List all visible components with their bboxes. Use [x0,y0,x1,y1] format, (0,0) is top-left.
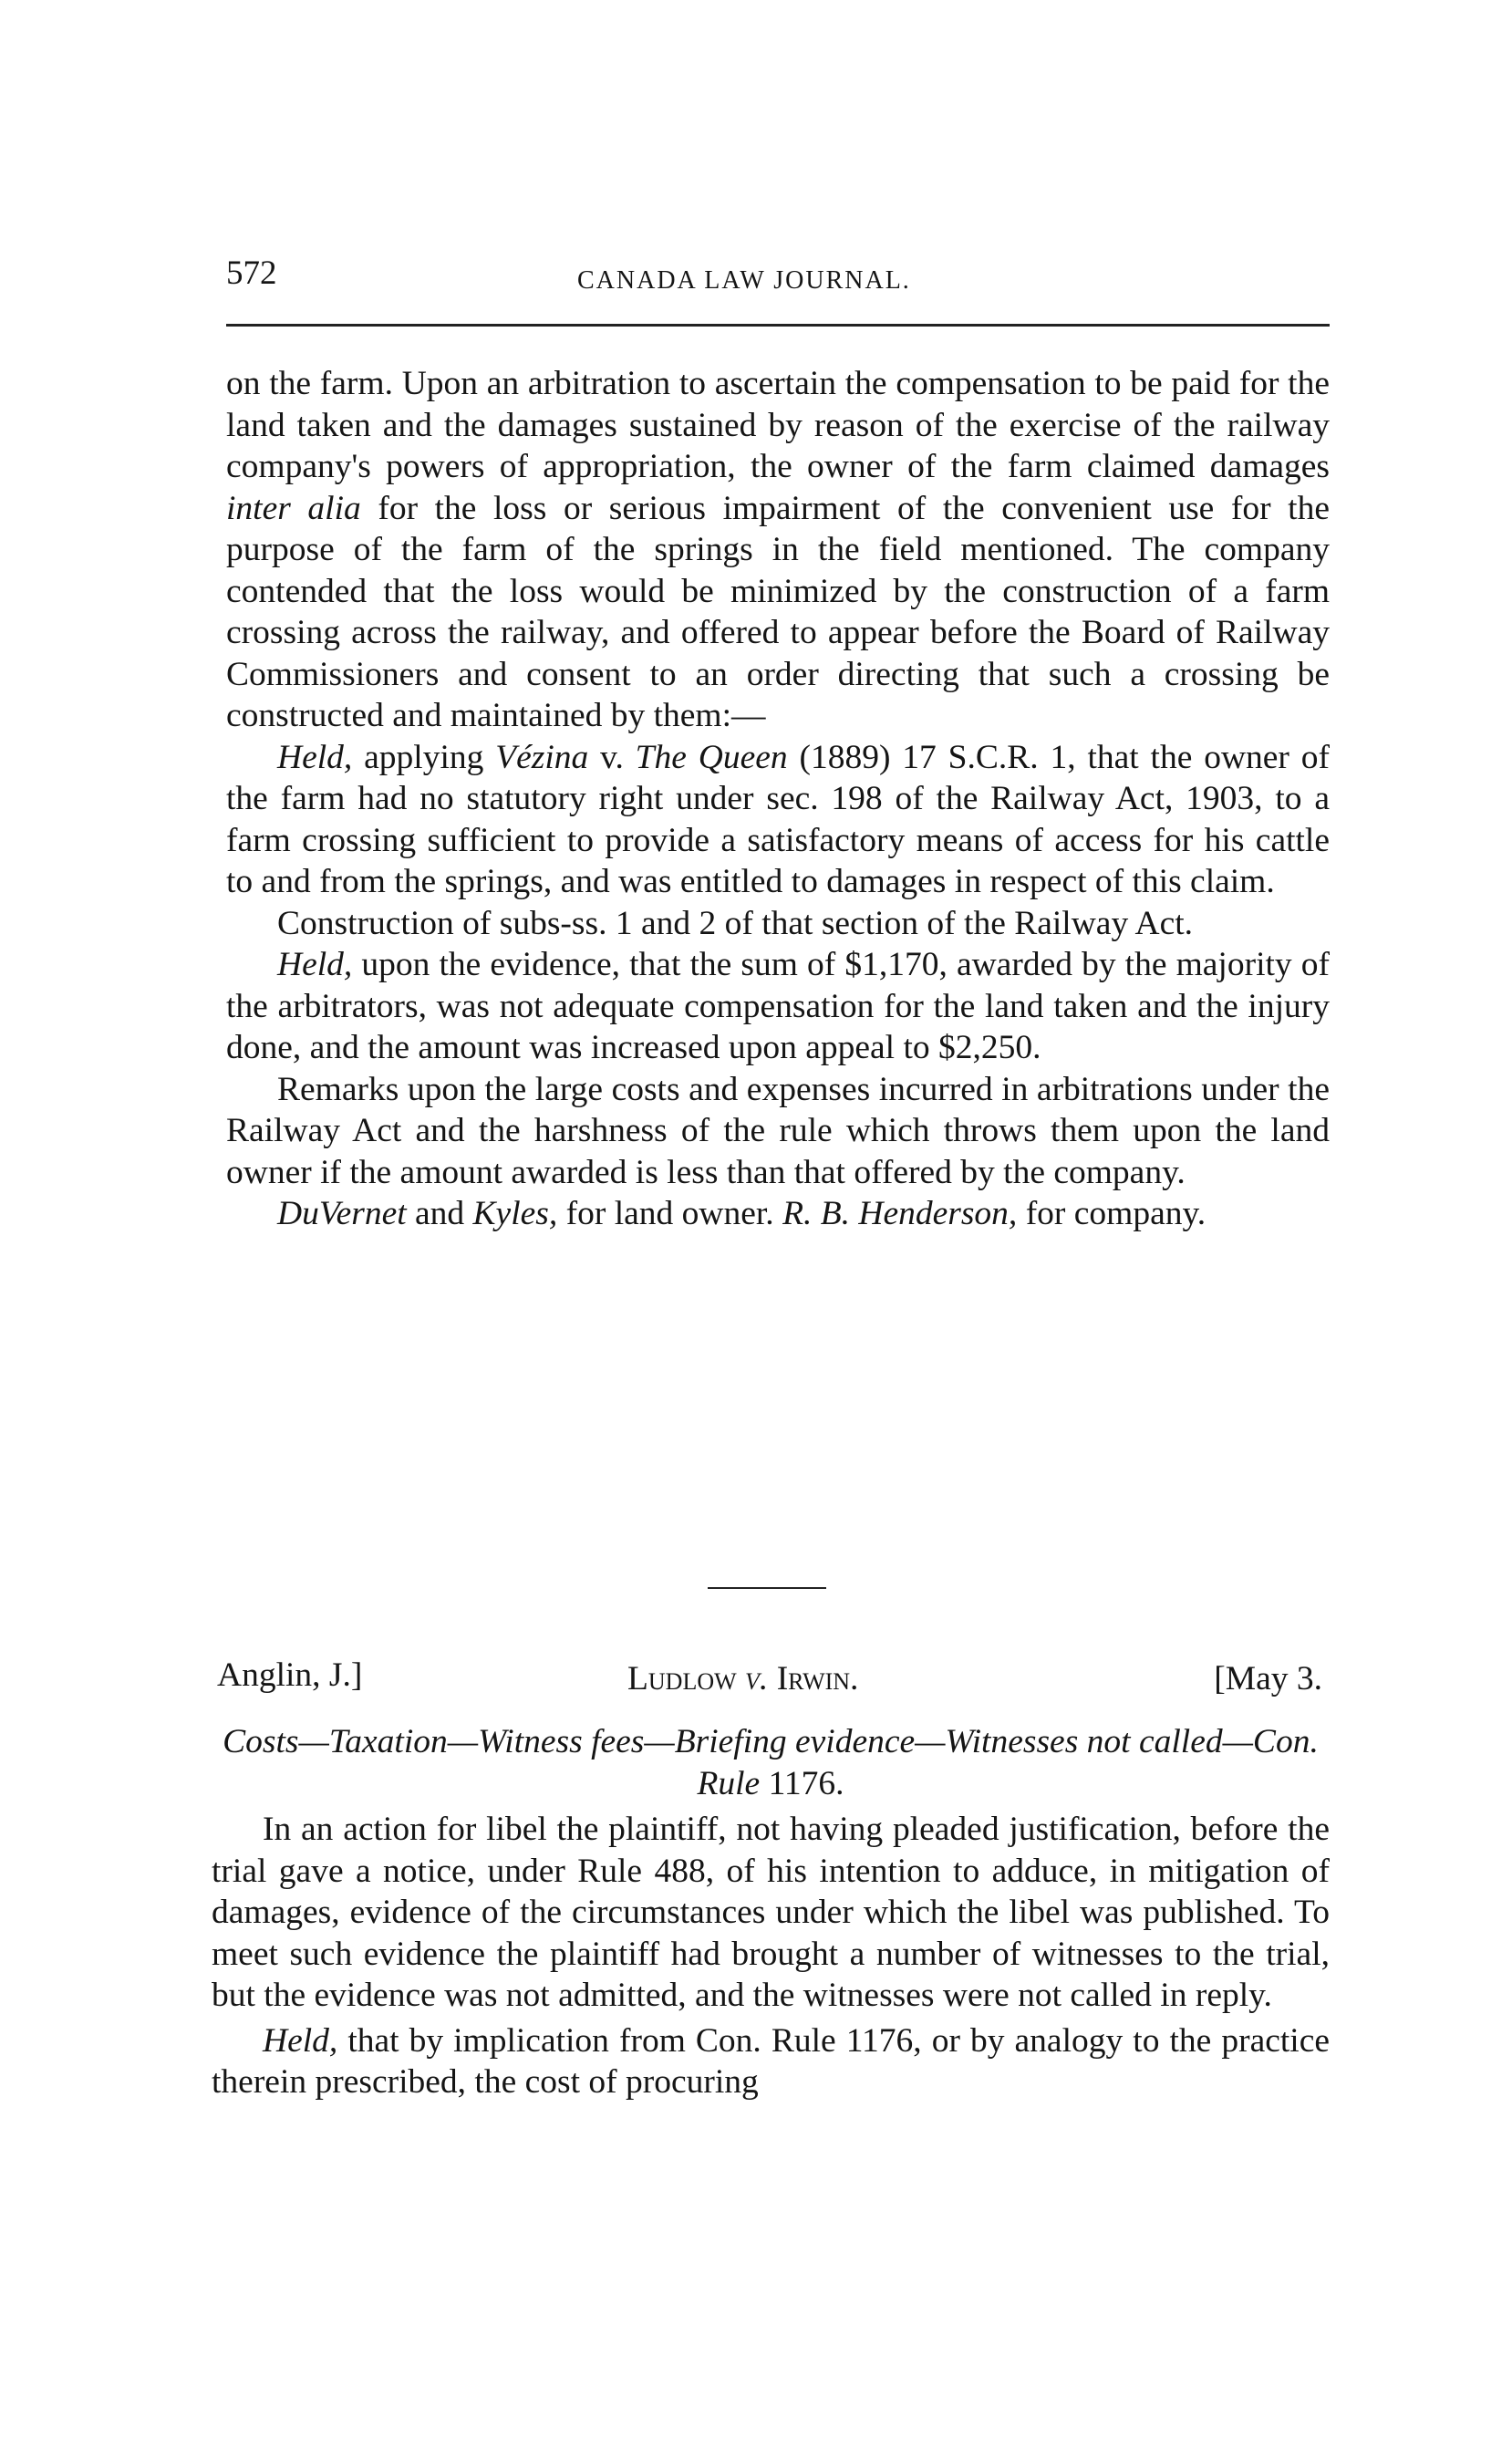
case-headnote [212,1809,1330,2103]
paragraph-held-2: Held, upon the evidence, that the sum of $1,170, awarded by the majority of the arbitrators, was not adequate compensation for the land taken and the injury done, and the amount was increased upon appeal to $2,250. [226,946,1330,1066]
paragraph-facts: on the farm. Upon an arbitration to ascertain the compensation to be paid for the land taken and the damages sustained by reason of the exercise of the railway company's powers of appropriation, the owner of the farm claimed damages inter alia for the loss or serious impairment of the convenient use for the purpose of the farm of the springs in the field mentioned. The company contended that the loss would be minimized by the construction of a farm crossing across the railway, and offered to appear before the Board of Railway Commissioners and consent to an order directing that such a crossing be constructed and maintained by them:— [226,365,1330,734]
paragraph-held-1: Held, applying Vézina v. The Queen (1889) 17 S.C.R. 1, that the owner of the farm had no statutory right under sec. 198 of the Railway Act, 1903, to a farm crossing sufficient to provide a satisfactory means of access for his cattle to and from the springs, and was entitled to damages in respect of this claim. [226,738,1330,900]
paragraph-counsel: DuVernet and Kyles, for land owner. R. B. Henderson, for company. [277,1195,1206,1232]
headnote-continued [226,363,1330,1235]
paragraph-libel-facts: In an action for libel the plaintiff, not having pleaded justification, before the trial gave a notice, under Rule 488, of his intention to adduce, in mitigation of damages, evidence of the circumstances under which the libel was published. To meet such evidence the plaintiff had brought a number of witnesses to the trial, but the evidence was not admitted, and the witnesses were not called in reply. [212,1811,1330,2014]
page-number: 572 [226,254,277,292]
header-rule [226,324,1330,327]
page-header [226,254,1330,299]
section-separator [708,1587,826,1589]
case-subject: Costs—Taxation—Witness fees—Briefing evidence—Witnesses not called—Con. Rule 1176. [223,1723,1319,1802]
paragraph-held-costs: Held, that by implication from Con. Rule 1176, or by analogy to the practice therein prescribed, the cost of procuring [212,2021,1330,2101]
judge-name: Anglin, J.] [217,1656,363,1694]
case-date: [May 3. [1214,1660,1322,1697]
case-heading [217,1656,1330,1701]
running-head: CANADA LAW JOURNAL. [577,266,911,295]
paragraph-construction: Construction of subs-ss. 1 and 2 of that section of the Railway Act. [277,904,1194,942]
case-title: Ludlow v. Irwin. [627,1660,859,1697]
paragraph-remarks: Remarks upon the large costs and expenses incurred in arbitrations under the Railway Act and the harshness of the rule which throws them upon the land owner if the amount awarded is less than that offered by the company. [226,1070,1330,1191]
